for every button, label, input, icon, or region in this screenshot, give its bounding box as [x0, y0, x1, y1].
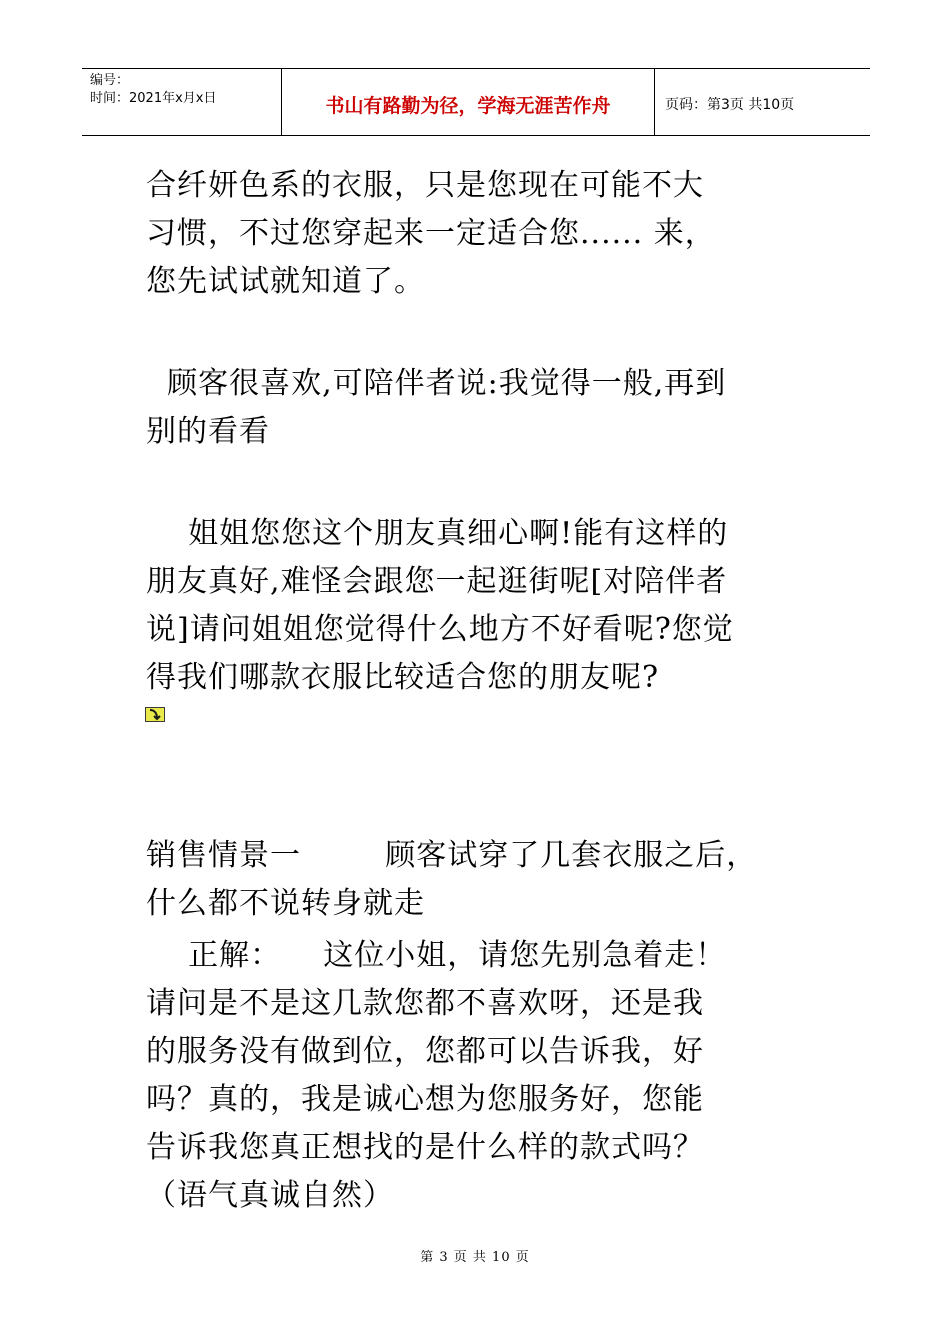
- paragraph-1: 合纤妍色系的衣服，只是您现在可能不大 习惯，不过您穿起来一定适合您...... 来， 您先试试就知道了。: [146, 168, 716, 299]
- date-label: 时间：2021年x月x日: [90, 91, 217, 106]
- header-motto: 书山有路勤为径，学海无涯苦作舟: [282, 69, 655, 135]
- page-header: [82, 68, 870, 136]
- paragraph-2: 顾客很喜欢,可陪伴者说:我觉得一般,再到 别的看看: [146, 366, 727, 449]
- page-footer: 第 3 页 共 10 页: [420, 1250, 530, 1265]
- header-page-info: 页码：第3页 共10页: [665, 97, 795, 113]
- header-meta: [82, 69, 282, 135]
- paragraph-4: 销售情景一 顾客试穿了几套衣服之后， 什么都不说转身就走: [146, 838, 758, 921]
- number-label: 编号：: [90, 73, 130, 88]
- arrow-icon[interactable]: [145, 707, 165, 722]
- paragraph-5: 正解： 这位小姐，请您先别急着走！ 请问是不是这几款您都不喜欢呀，还是我 的服务没有做到位，您都可以告诉我，好 吗？真的，我是诚心想为您服务好，您能 告诉我您真正想找的是什么样的款式吗？ （语气真诚自然）: [146, 938, 727, 1213]
- paragraph-3: 姐姐您您这个朋友真细心啊!能有这样的 朋友真好,难怪会跟您一起逛街呢[对陪伴者 说]请问姐姐您觉得什么地方不好看呢?您觉 得我们哪款衣服比较适合您的朋友呢?: [146, 516, 734, 695]
